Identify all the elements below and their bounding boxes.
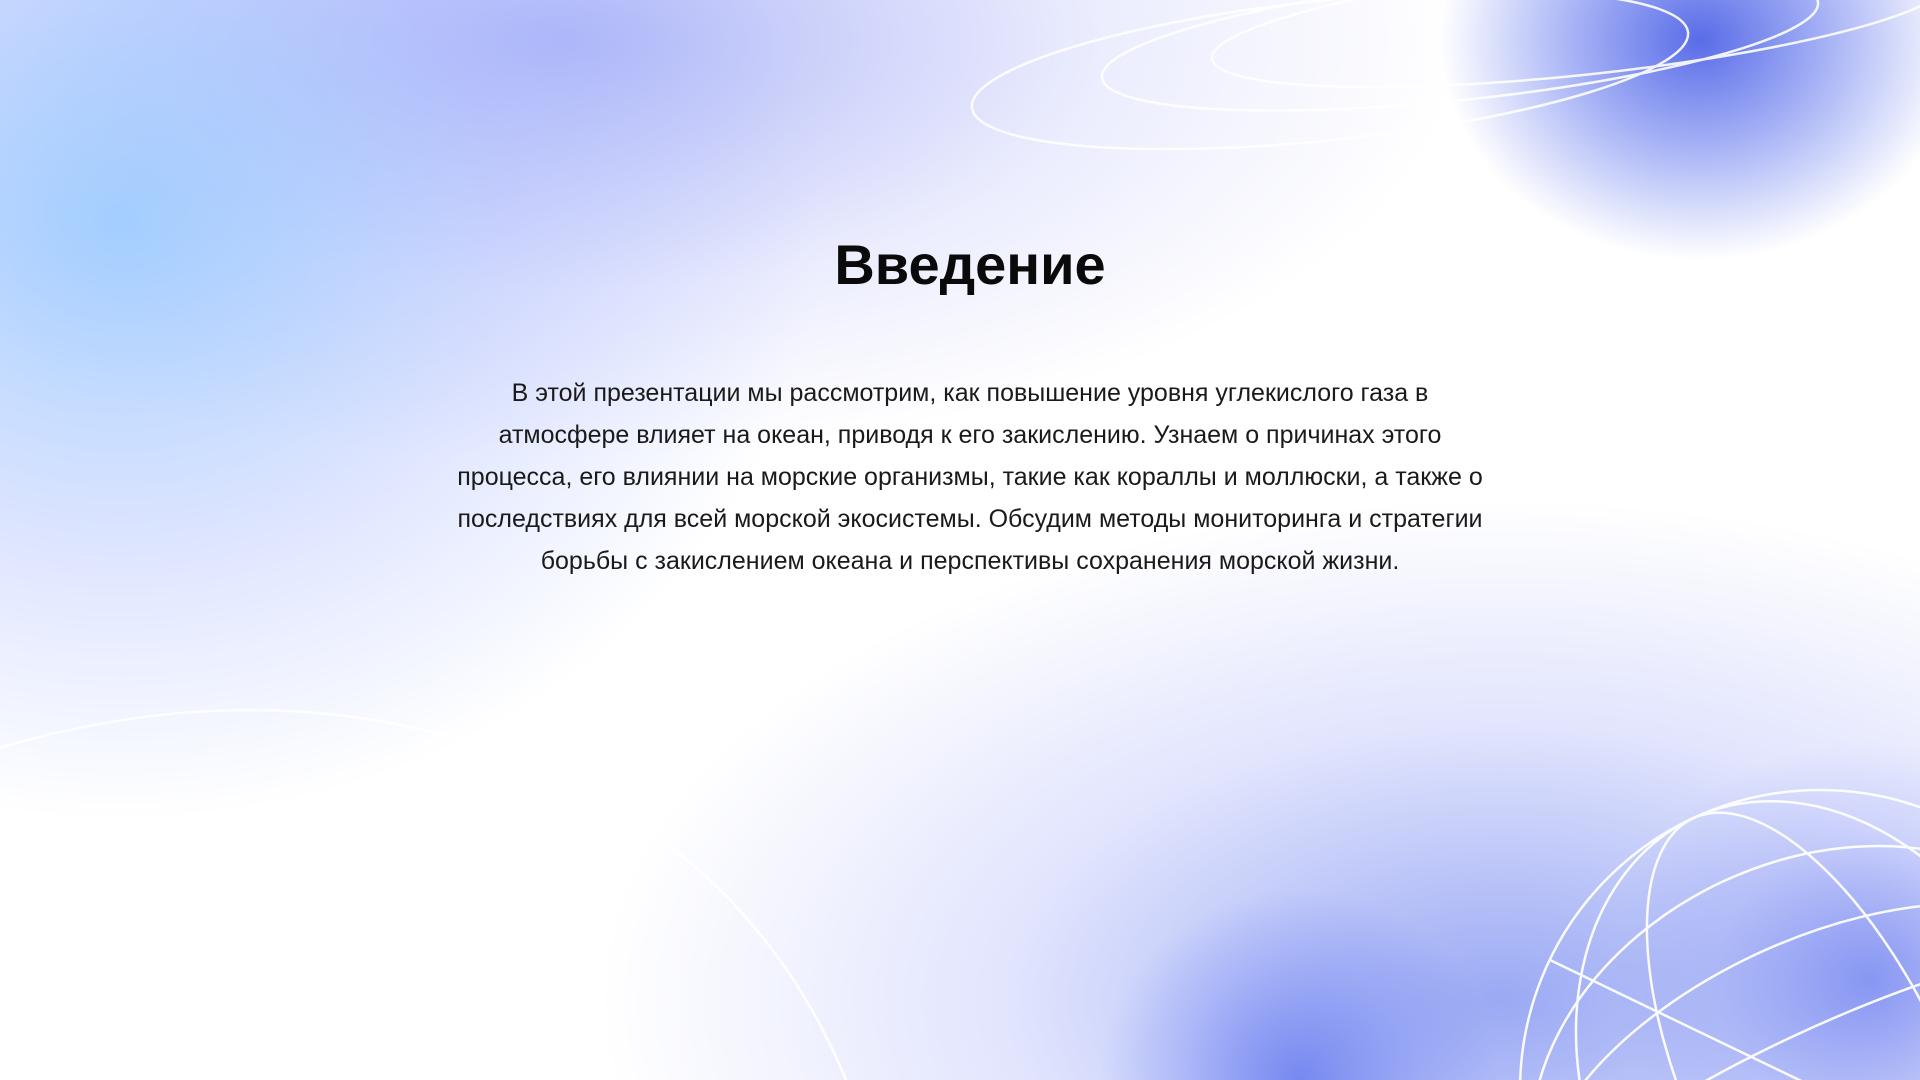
arc-line-decoration [0,710,850,1080]
orbit-rings-decoration [965,0,1920,177]
wireframe-globe-icon [1451,721,1920,1080]
slide-title: Введение [834,233,1106,296]
slide-content [440,225,1500,582]
slide-body-text: В этой презентации мы рассмотрим, как повышение уровня углекислого газа в атмосфере влияет на океан, приводя к его закислению. Узнаем о причинах этого процесса, его влиянии на морские организмы, такие как кораллы и моллюски, а также о последствиях для всей морской экосистемы. Обсудим методы мониторинга и стратегии борьбы с закислением океана и перспективы сохранения морской жизни. [457,379,1483,575]
